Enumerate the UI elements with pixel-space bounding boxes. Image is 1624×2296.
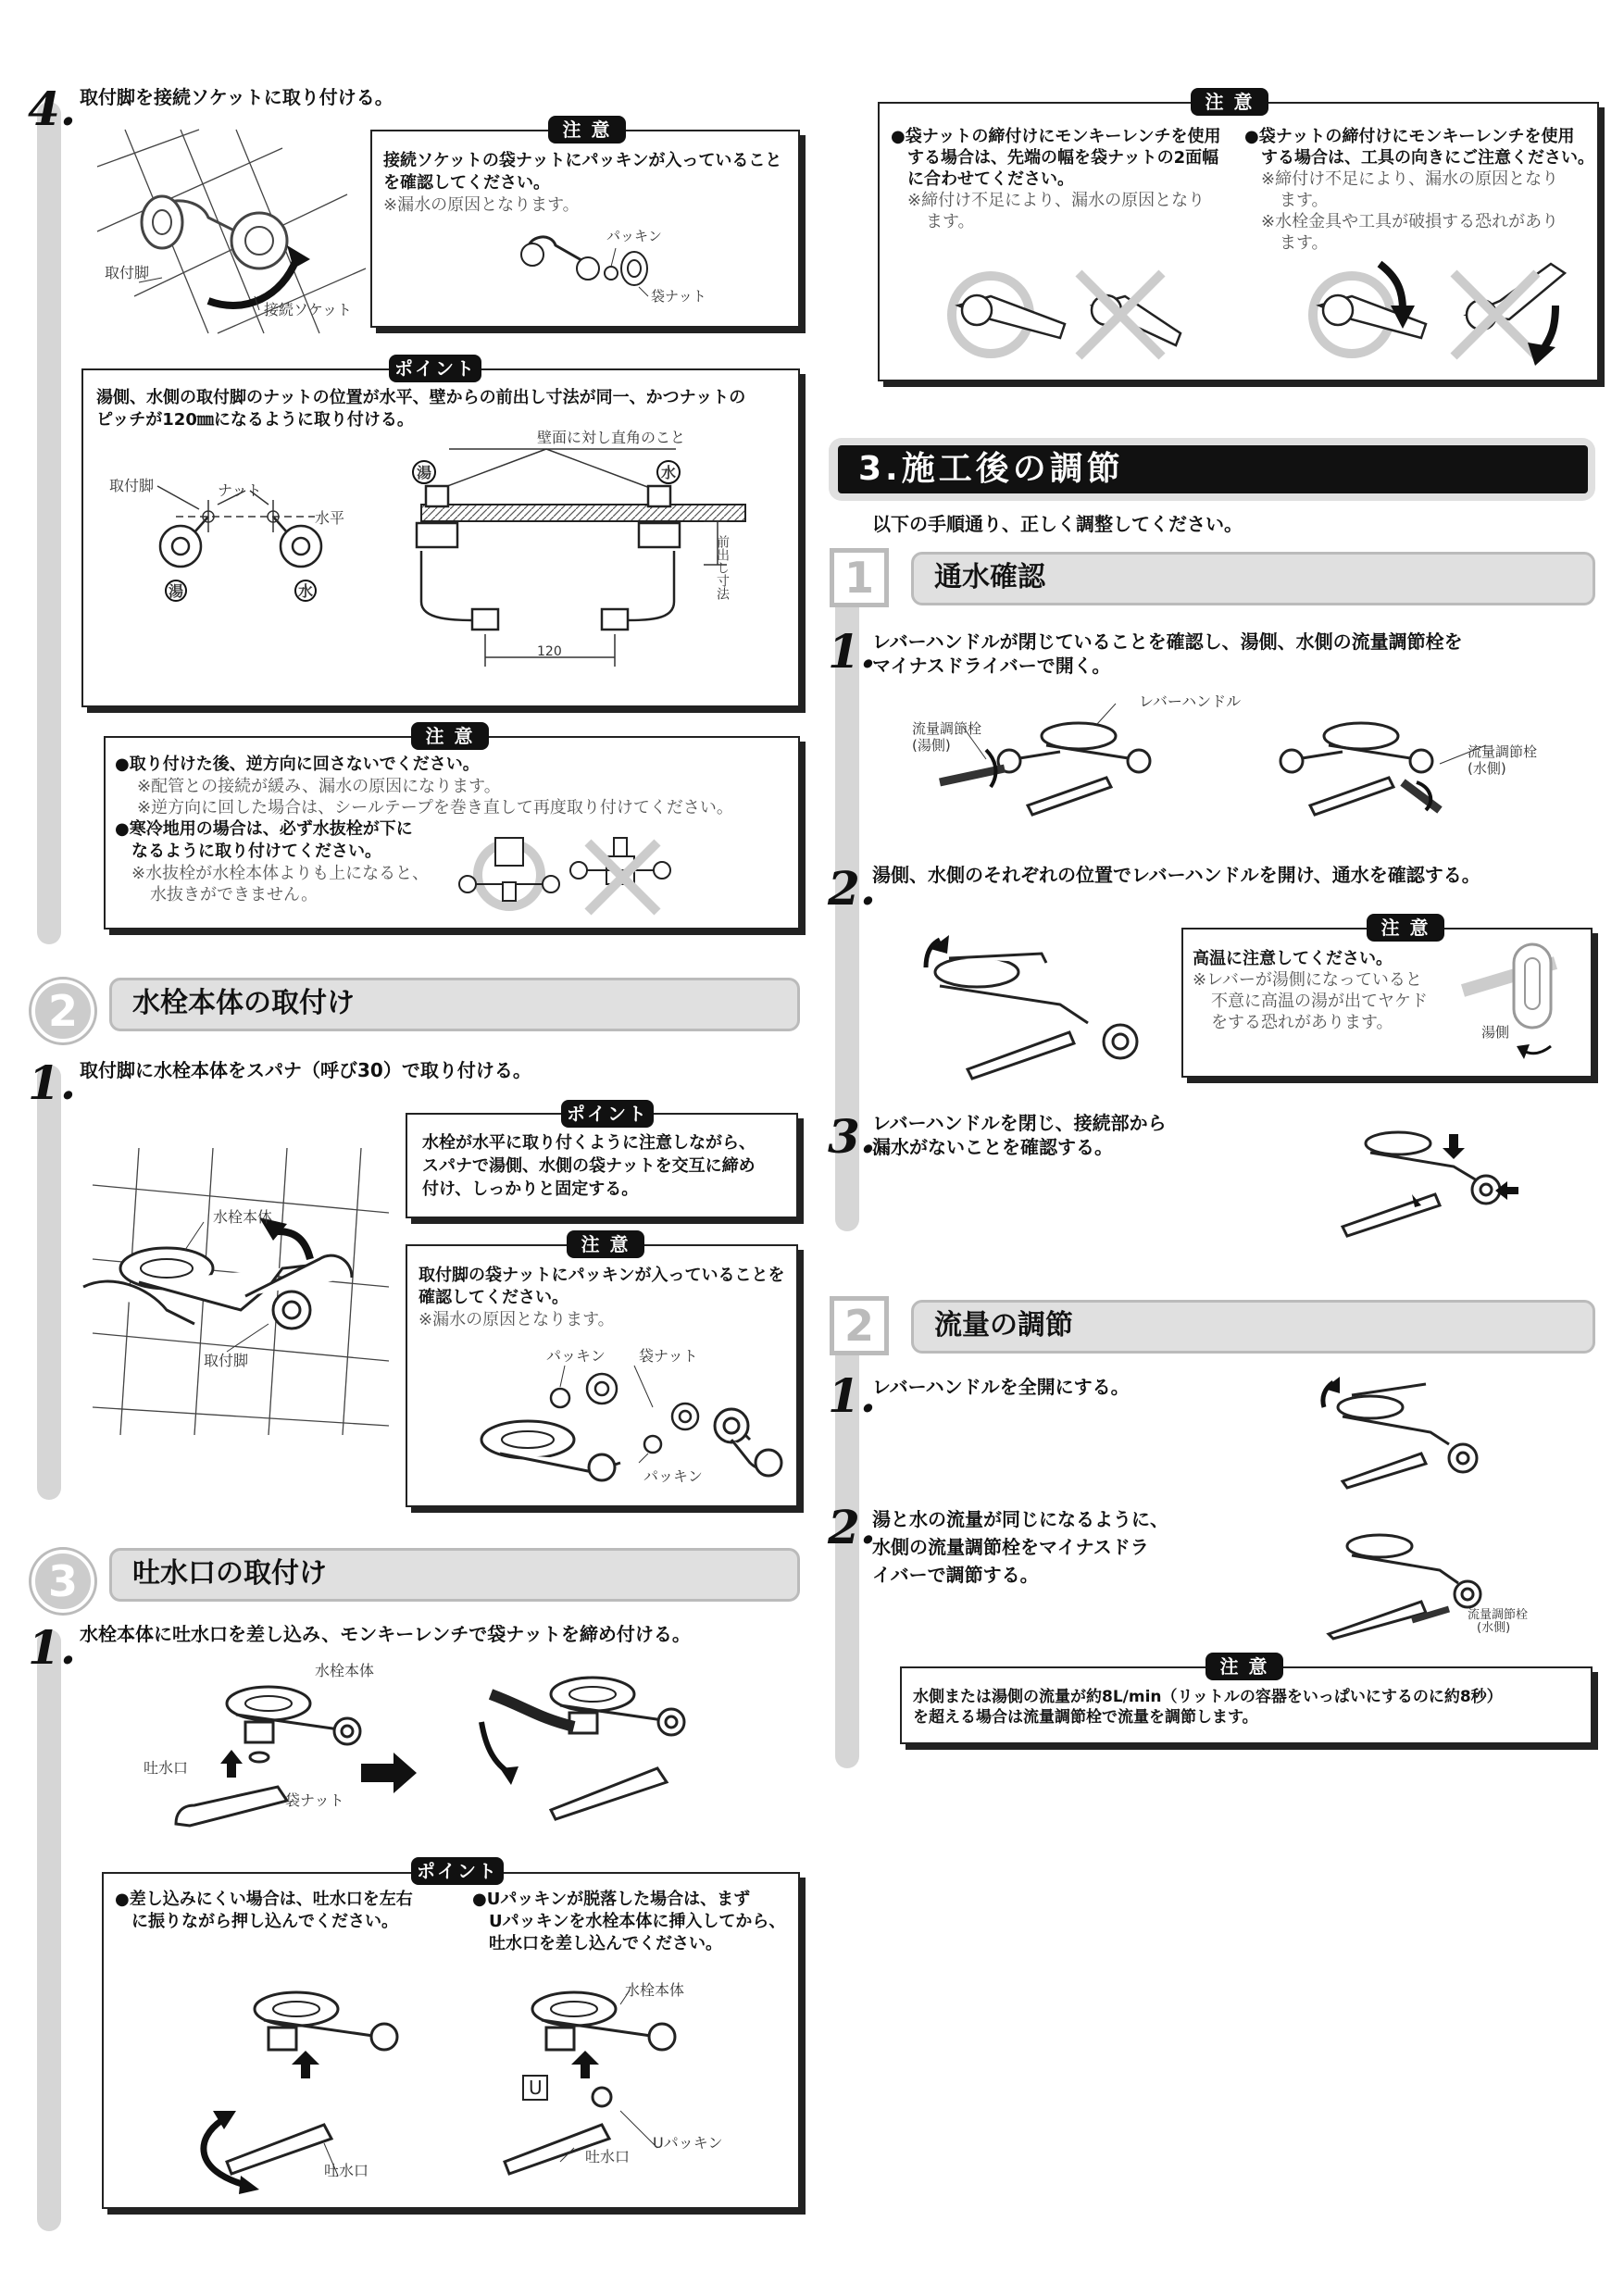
label-leg: 取付脚: [109, 477, 155, 494]
label-hot: 湯: [417, 464, 432, 481]
step-rail: [37, 1629, 61, 2231]
caution-note: ます。: [1280, 191, 1329, 210]
caution-note: ※漏水の原因となります。: [418, 1310, 615, 1329]
label-lever: レバーハンドル: [1139, 693, 1242, 710]
caution-note: ※漏水の原因となります。: [383, 195, 580, 215]
step-number: 1.: [28, 1620, 77, 1675]
label-packing: パッキン: [606, 228, 662, 244]
caution-line: する場合は、工具の向きにご注意ください。: [1261, 148, 1594, 168]
caution-tag: 注 意: [1191, 88, 1268, 116]
caution-line: ●寒冷地用の場合は、必ず水抜栓が下に: [115, 819, 413, 839]
section-number: 2: [31, 980, 94, 1042]
step-text: [872, 630, 1463, 678]
caution-line: を超える場合は流量調節栓で流量を調節します。: [913, 1708, 1258, 1727]
label-valve: 流量調節栓: [1468, 1608, 1529, 1622]
caution-tag: 注 意: [411, 722, 489, 750]
label-nut: 袋ナット: [639, 1347, 698, 1365]
leak-check-figure: [1333, 1120, 1537, 1241]
caution-line: する場合は、先端の幅を袋ナットの2面幅: [907, 148, 1219, 168]
label-spout: 吐水口: [144, 1759, 189, 1777]
point-line: ●Uパッキンが脱落した場合は、まず: [472, 1890, 751, 1909]
label-cold: 水: [298, 582, 314, 600]
caution-note: ※レバーが湯側になっていると: [1193, 970, 1422, 990]
point-text-left: [115, 1889, 413, 1933]
label-cold: (水側): [1477, 1621, 1511, 1635]
label-packing: パッキン: [546, 1347, 606, 1365]
caution-tag: 注 意: [1367, 914, 1444, 942]
label-spout: 吐水口: [585, 2148, 631, 2165]
caution-note: 不意に高温の湯が出てヤケド: [1211, 992, 1428, 1011]
caution-line: なるように取り付けてください。: [131, 842, 381, 861]
caution-line: を確認してください。: [383, 173, 550, 193]
caution-note: ※締付け不足により、漏水の原因となり: [907, 191, 1206, 210]
caution-line: ●取り付けた後、逆方向に回さないでください。: [115, 755, 480, 774]
step-rail: [37, 1065, 61, 1500]
step-text: 取付脚に水栓本体をスパナ（呼び30）で取り付ける。: [80, 1059, 531, 1081]
step-number: 1.: [28, 1055, 77, 1110]
label-wall: 壁面に対し直角のこと: [537, 429, 686, 446]
caution-text: [418, 1265, 784, 1330]
u-mark: U: [529, 2077, 543, 2099]
label-valve: 流量調節栓: [1468, 743, 1538, 760]
point-line: 吐水口を差し込んでください。: [489, 1934, 722, 1953]
label-spout: 吐水口: [324, 2162, 369, 2179]
caution-line: ●袋ナットの締付けにモンキーレンチを使用: [1244, 127, 1575, 146]
point-tag: ポイント: [561, 1100, 654, 1128]
pitch-diagram: [102, 429, 778, 685]
point-line: 付け、しっかりと固定する。: [422, 1179, 639, 1199]
caution-tag: 注 意: [548, 116, 626, 144]
spout-tips-figure: [185, 1963, 759, 2194]
caution-note: をする恐れがあります。: [1211, 1013, 1393, 1032]
next-arrow-icon: [361, 1753, 417, 1793]
point-tag: ポイント: [411, 1857, 504, 1885]
caution-note: ※水栓金具や工具が破損する恐れがあり: [1261, 212, 1559, 231]
label-valve: 流量調節栓: [912, 720, 982, 737]
caution-line: 確認してください。: [418, 1288, 568, 1307]
label-leg: 取付脚: [105, 264, 150, 281]
label-body: 水栓本体: [315, 1662, 375, 1679]
caution-tag: 注 意: [1206, 1653, 1283, 1680]
label-horizontal: 水平: [315, 509, 345, 527]
section-title: 水栓本体の取付け: [132, 987, 355, 1019]
step-number: 3.: [828, 1109, 877, 1164]
label-cold: (水側): [1468, 760, 1506, 777]
step-text: レバーハンドルを全開にする。: [872, 1376, 1130, 1398]
caution-note: 水抜きができません。: [150, 885, 319, 905]
point-line: 湯側、水側の取付脚のナットの位置が水平、壁からの前出し寸法が同一、かつナットの: [96, 388, 746, 407]
step-text: 取付脚を接続ソケットに取り付ける。: [80, 86, 394, 108]
step-line: レバーハンドルが閉じていることを確認し、湯側、水側の流量調節栓を: [872, 630, 1463, 653]
caution-line: 取付脚の袋ナットにパッキンが入っていることを: [418, 1266, 785, 1285]
chapter-title: 3.施工後の調節: [858, 450, 1124, 488]
spout-insert-figure: [139, 1657, 787, 1842]
point-line: Uパッキンを水栓本体に挿入してから、: [489, 1912, 786, 1931]
step-line: 水側の流量調節栓をマイナスドラ: [872, 1536, 1149, 1558]
step-line: レバーハンドルを閉じ、接続部から: [872, 1112, 1167, 1134]
chapter-intro: 以下の手順通り、正しく調整してください。: [872, 513, 1243, 535]
section-number: 3: [31, 1550, 94, 1613]
leg-socket-figure: [97, 130, 366, 338]
point-tag: ポイント: [389, 355, 481, 382]
step-line: 漏水がないことを確認する。: [872, 1136, 1113, 1158]
point-line: スパナで湯側、水側の袋ナットを交互に締め: [422, 1156, 756, 1176]
caution-note: ます。: [926, 212, 975, 231]
step-text: [872, 1505, 1168, 1589]
subsection-header: [911, 1300, 1595, 1354]
caution-note: ※配管との接続が緩み、漏水の原因になります。: [137, 777, 501, 796]
caution-line: 高温に注意してください。: [1193, 949, 1393, 968]
step-number: 2.: [828, 1500, 877, 1554]
step-line: マイナスドライバーで開く。: [872, 655, 1111, 677]
caution-note: ※水抜栓が水栓本体よりも上になると、: [131, 864, 430, 883]
caution-line: に合わせてください。: [907, 169, 1074, 189]
step-text: [872, 1111, 1167, 1159]
caution-line: ●袋ナットの締付けにモンキーレンチを使用: [891, 127, 1221, 146]
point-text: [96, 387, 745, 431]
step-number: 1.: [828, 624, 877, 679]
section-header: [109, 1548, 800, 1602]
label-hot: 湯: [169, 582, 184, 600]
faucet-packing-figure: [454, 1342, 787, 1500]
caution-text: [913, 1687, 1503, 1728]
valve-open-figure: [912, 694, 1588, 824]
point-line: ●差し込みにくい場合は、吐水口を左右: [115, 1890, 413, 1909]
step-line: イバーで調節する。: [872, 1564, 1039, 1586]
point-line: ピッチが120㎜になるように取り付ける。: [96, 410, 414, 430]
point-line: 水栓が水平に取り付くように注意しながら、: [422, 1133, 756, 1153]
label-nut: 袋ナット: [285, 1791, 344, 1809]
drain-plug-figure: [449, 829, 708, 921]
subsection-number: 1: [830, 548, 889, 607]
label-leg: 取付脚: [204, 1352, 249, 1369]
step-text: 水栓本体に吐水口を差し込み、モンキーレンチで袋ナットを締め付ける。: [80, 1623, 691, 1645]
point-text: [422, 1131, 756, 1201]
section-header: [109, 978, 800, 1031]
label-nut: ナット: [218, 481, 262, 499]
caution-line: 接続ソケットの袋ナットにパッキンが入っていること: [383, 151, 782, 170]
caution-note: ※締付け不足により、漏水の原因となり: [1261, 169, 1559, 189]
flow-adjust-figure: [1319, 1518, 1542, 1639]
subsection-title: 流量の調節: [934, 1309, 1073, 1341]
label-nut: 袋ナット: [651, 288, 706, 305]
step-number: 4.: [28, 81, 77, 136]
point-text-right: [472, 1889, 785, 1955]
label-pitch: 120: [537, 644, 562, 659]
subsection-header: [911, 552, 1595, 605]
point-line: に振りながら押し込んでください。: [131, 1912, 398, 1931]
subsection-title: 通水確認: [934, 561, 1045, 593]
caution-note: ※逆方向に回した場合は、シールテープを巻き直して再度取り付けてください。: [137, 798, 733, 817]
step-line: 湯と水の流量が同じになるように、: [872, 1508, 1168, 1530]
chapter-title-bar: [838, 445, 1588, 493]
caution-line: 水側または湯側の流量が約8L/min（リットルの容器をいっぱいにするのに約8秒）: [913, 1688, 1503, 1706]
spanner-figure: [83, 1148, 389, 1435]
label-upacking: Uパッキン: [653, 2134, 723, 2152]
label-hot: (湯側): [912, 737, 951, 754]
label-hot-side: 湯側: [1481, 1024, 1510, 1041]
lever-hot-figure: [1454, 935, 1583, 1065]
section-title: 吐水口の取付け: [132, 1557, 327, 1590]
caution-tag: 注 意: [567, 1230, 644, 1258]
label-body: 水栓本体: [625, 1981, 685, 1999]
step-number: 1.: [828, 1368, 877, 1423]
step-text: 湯側、水側のそれぞれの位置でレバーハンドルを開け、通水を確認する。: [872, 864, 1480, 886]
label-cold: 水: [661, 464, 677, 481]
label-body: 水栓本体: [213, 1208, 273, 1226]
lever-open-figure: [912, 930, 1153, 1069]
label-dimension: 前出し寸法: [715, 535, 730, 600]
label-socket: 接続ソケット: [264, 301, 353, 318]
lever-full-open-figure: [1310, 1375, 1495, 1486]
caution-text: [383, 150, 781, 216]
wrench-figure: [935, 264, 1574, 370]
caution-col-right: [1244, 126, 1594, 254]
label-packing: パッキン: [643, 1467, 703, 1485]
step-number: 2.: [828, 861, 877, 916]
step-rail: [37, 102, 61, 944]
packing-nut-figure: [514, 222, 706, 306]
caution-note: ます。: [1280, 233, 1329, 253]
subsection-number: 2: [830, 1296, 889, 1355]
caution-text: [1193, 948, 1428, 1033]
caution-col-left: [891, 126, 1221, 232]
